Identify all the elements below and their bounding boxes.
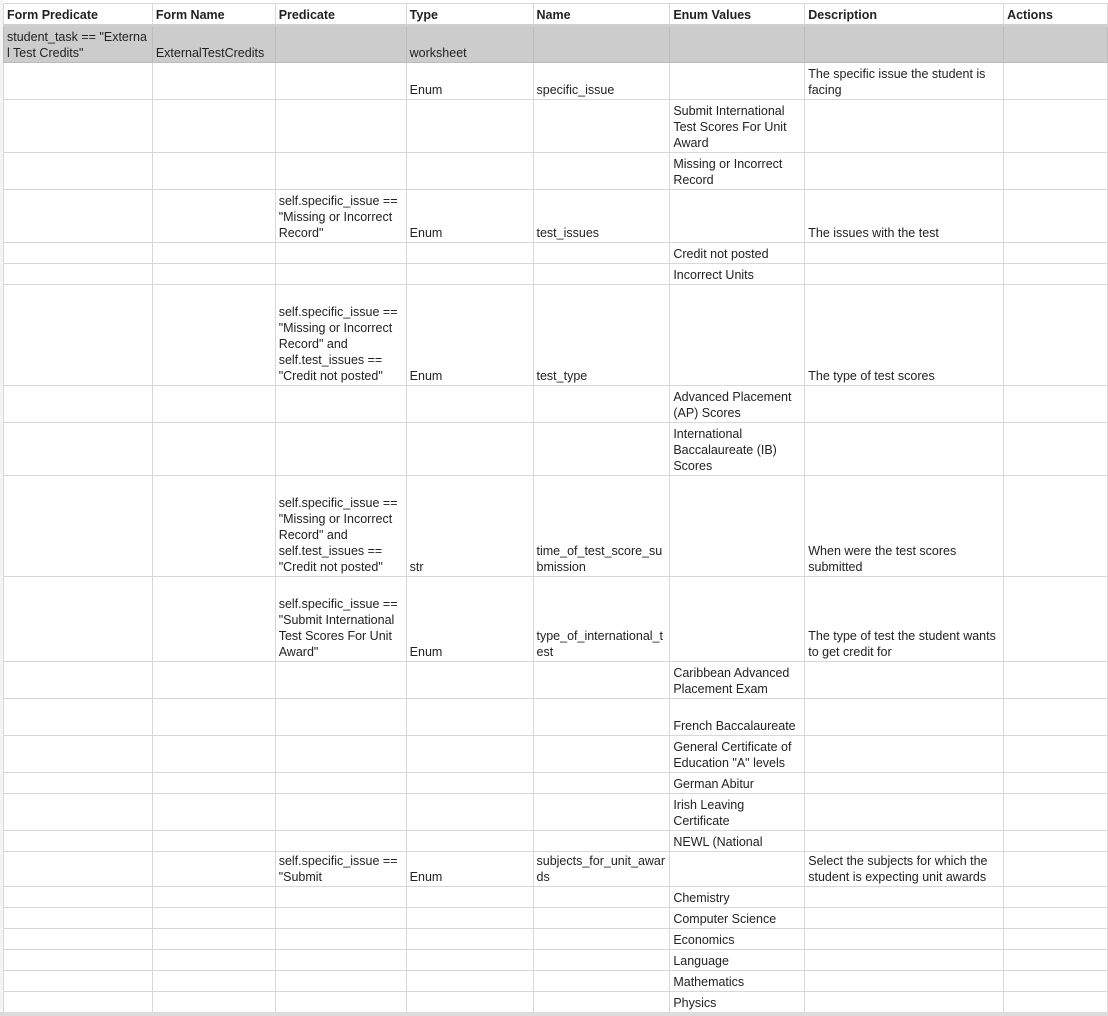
cell-name[interactable] [533,662,670,699]
table-row [4,153,1108,190]
cell-enum-values[interactable]: Physics [670,992,805,1013]
table-row [4,852,1108,887]
cell-predicate[interactable] [275,831,406,852]
cell-form-predicate[interactable]: student_task == "External Test Credits" [4,26,153,63]
cell-form-predicate[interactable] [4,794,153,831]
cell-name[interactable] [533,992,670,1013]
cell-predicate[interactable] [275,662,406,699]
cell-name[interactable] [533,736,670,773]
cell-name[interactable] [533,386,670,423]
cell-form-predicate[interactable] [4,950,153,971]
cell-enum-values[interactable]: Language [670,950,805,971]
cell-form-predicate[interactable] [4,699,153,736]
cell-type[interactable] [406,908,533,929]
cell-actions[interactable] [1004,26,1108,63]
table-row [4,100,1108,153]
cell-description[interactable] [805,831,1004,852]
cell-description[interactable] [805,26,1004,63]
table-row [4,992,1108,1013]
cell-actions[interactable] [1004,699,1108,736]
table-row [4,386,1108,423]
table-row [4,190,1108,243]
cell-form-name[interactable] [152,190,275,243]
cell-description[interactable] [805,736,1004,773]
cell-type[interactable]: worksheet [406,26,533,63]
cell-form-name[interactable] [152,386,275,423]
cell-predicate[interactable] [275,773,406,794]
header-row [4,4,1108,26]
cell-enum-values[interactable]: International Baccalaureate (IB) Scores [670,423,805,476]
cell-predicate[interactable] [275,908,406,929]
cell-description[interactable] [805,773,1004,794]
cell-actions[interactable] [1004,773,1108,794]
cell-form-name[interactable] [152,662,275,699]
table-row [4,929,1108,950]
cell-name[interactable]: test_issues [533,190,670,243]
cell-name[interactable] [533,929,670,950]
cell-name[interactable] [533,971,670,992]
cell-actions[interactable] [1004,929,1108,950]
cell-actions[interactable] [1004,423,1108,476]
cell-enum-values[interactable]: French Baccalaureate [670,699,805,736]
header-actions[interactable]: Actions [1004,4,1108,26]
cell-type[interactable] [406,929,533,950]
cell-predicate[interactable] [275,386,406,423]
cell-enum-values[interactable]: Incorrect Units [670,264,805,285]
table-row [4,831,1108,852]
cell-type[interactable]: Enum [406,852,533,887]
cell-name[interactable] [533,950,670,971]
cell-form-predicate[interactable] [4,423,153,476]
cell-form-predicate[interactable] [4,773,153,794]
cell-enum-values[interactable]: Advanced Placement (AP) Scores [670,386,805,423]
cell-type[interactable] [406,423,533,476]
header-enum-values[interactable]: Enum Values [670,4,805,26]
cell-form-name[interactable] [152,908,275,929]
cell-type[interactable] [406,992,533,1013]
cell-form-predicate[interactable] [4,63,153,100]
cell-predicate[interactable] [275,794,406,831]
cell-name[interactable] [533,423,670,476]
cell-description[interactable] [805,887,1004,908]
table-row [4,63,1108,100]
table-row [4,243,1108,264]
cell-form-predicate[interactable] [4,100,153,153]
cell-description[interactable]: When were the test scores submitted [805,476,1004,577]
cell-form-name[interactable] [152,852,275,887]
table-row [4,285,1108,386]
cell-form-name[interactable] [152,887,275,908]
cell-enum-values[interactable]: German Abitur [670,773,805,794]
cell-enum-values[interactable]: Missing or Incorrect Record [670,153,805,190]
cell-predicate[interactable] [275,887,406,908]
cell-type[interactable] [406,243,533,264]
cell-actions[interactable] [1004,887,1108,908]
cell-enum-values[interactable] [670,63,805,100]
table-row [4,577,1108,662]
cell-form-name[interactable] [152,153,275,190]
cell-predicate[interactable] [275,26,406,63]
cell-actions[interactable] [1004,577,1108,662]
cell-name[interactable] [533,908,670,929]
header-form-predicate[interactable]: Form Predicate [4,4,153,26]
cell-name[interactable]: specific_issue [533,63,670,100]
cell-form-predicate[interactable] [4,736,153,773]
cell-type[interactable]: str [406,476,533,577]
cell-form-predicate[interactable] [4,831,153,852]
cell-form-predicate[interactable] [4,264,153,285]
cell-enum-values[interactable] [670,577,805,662]
header-name[interactable]: Name [533,4,670,26]
cell-form-name[interactable] [152,831,275,852]
cell-form-predicate[interactable] [4,577,153,662]
cell-type[interactable] [406,794,533,831]
cell-name[interactable] [533,243,670,264]
form-definition-table [3,3,1108,1013]
cell-actions[interactable] [1004,100,1108,153]
cell-predicate[interactable] [275,950,406,971]
cell-form-predicate[interactable] [4,386,153,423]
cell-actions[interactable] [1004,992,1108,1013]
cell-type[interactable]: Enum [406,577,533,662]
cell-name[interactable]: time_of_test_score_submission [533,476,670,577]
cell-enum-values[interactable]: Computer Science [670,908,805,929]
cell-type[interactable] [406,950,533,971]
cell-actions[interactable] [1004,264,1108,285]
cell-actions[interactable] [1004,153,1108,190]
cell-description[interactable]: The type of test scores [805,285,1004,386]
cell-type[interactable]: Enum [406,285,533,386]
cell-actions[interactable] [1004,285,1108,386]
cell-type[interactable] [406,386,533,423]
cell-actions[interactable] [1004,908,1108,929]
cell-enum-values[interactable] [670,190,805,243]
cell-actions[interactable] [1004,794,1108,831]
cell-form-name[interactable] [152,100,275,153]
cell-type[interactable] [406,773,533,794]
cell-predicate[interactable] [275,153,406,190]
cell-form-name[interactable]: ExternalTestCredits [152,26,275,63]
cell-form-name[interactable] [152,950,275,971]
cell-form-predicate[interactable] [4,908,153,929]
cell-description[interactable] [805,929,1004,950]
table-row [4,264,1108,285]
cell-predicate[interactable] [275,100,406,153]
cell-form-predicate[interactable] [4,662,153,699]
cell-enum-values[interactable]: Mathematics [670,971,805,992]
cell-description[interactable] [805,423,1004,476]
cell-predicate[interactable] [275,971,406,992]
cell-predicate[interactable] [275,243,406,264]
table-row [4,423,1108,476]
cell-enum-values[interactable]: Submit International Test Scores For Unit Award [670,100,805,153]
table-row [4,736,1108,773]
cell-name[interactable] [533,264,670,285]
cell-name[interactable] [533,773,670,794]
cell-actions[interactable] [1004,971,1108,992]
table-row [4,971,1108,992]
cell-enum-values[interactable]: Caribbean Advanced Placement Exam [670,662,805,699]
cell-form-predicate[interactable] [4,852,153,887]
cell-form-name[interactable] [152,243,275,264]
cell-predicate[interactable]: self.specific_issue == "Submit International Test Scores For Unit Award" [275,577,406,662]
cell-form-predicate[interactable] [4,476,153,577]
cell-form-name[interactable] [152,285,275,386]
cell-enum-values[interactable]: General Certificate of Education "A" levels [670,736,805,773]
spreadsheet [3,3,1108,1013]
table-row [4,950,1108,971]
cell-description[interactable] [805,794,1004,831]
table-row [4,662,1108,699]
cell-predicate[interactable] [275,992,406,1013]
cell-description[interactable]: The issues with the test [805,190,1004,243]
cell-name[interactable] [533,26,670,63]
cell-form-name[interactable] [152,773,275,794]
cell-name[interactable]: type_of_international_test [533,577,670,662]
cell-form-predicate[interactable] [4,243,153,264]
cell-description[interactable]: The type of test the student wants to get credit for [805,577,1004,662]
cell-actions[interactable] [1004,950,1108,971]
table-row [4,699,1108,736]
cell-type[interactable] [406,971,533,992]
cell-description[interactable] [805,264,1004,285]
cell-description[interactable] [805,386,1004,423]
cell-form-name[interactable] [152,423,275,476]
cell-enum-values[interactable]: Economics [670,929,805,950]
cell-actions[interactable] [1004,662,1108,699]
cell-enum-values[interactable]: Credit not posted [670,243,805,264]
header-predicate[interactable]: Predicate [275,4,406,26]
cell-type[interactable] [406,699,533,736]
cell-predicate[interactable] [275,929,406,950]
cell-form-name[interactable] [152,971,275,992]
header-description[interactable]: Description [805,4,1004,26]
cell-form-predicate[interactable] [4,153,153,190]
cell-actions[interactable] [1004,190,1108,243]
cell-form-name[interactable] [152,929,275,950]
table-row [4,476,1108,577]
cell-form-predicate[interactable] [4,971,153,992]
cell-type[interactable] [406,100,533,153]
cell-form-name[interactable] [152,794,275,831]
cell-form-name[interactable] [152,63,275,100]
cell-description[interactable] [805,243,1004,264]
cell-name[interactable] [533,153,670,190]
cell-predicate[interactable] [275,736,406,773]
cell-actions[interactable] [1004,63,1108,100]
cell-actions[interactable] [1004,476,1108,577]
cell-form-predicate[interactable] [4,190,153,243]
cell-type[interactable] [406,153,533,190]
header-type[interactable]: Type [406,4,533,26]
header-form-name[interactable]: Form Name [152,4,275,26]
table-row [4,794,1108,831]
cell-actions[interactable] [1004,736,1108,773]
cell-form-name[interactable] [152,577,275,662]
cell-form-name[interactable] [152,736,275,773]
cell-type[interactable] [406,264,533,285]
cell-actions[interactable] [1004,852,1108,887]
cell-description[interactable]: Select the subjects for which the student is expecting unit awards [805,852,1004,887]
table-row [4,887,1108,908]
cell-actions[interactable] [1004,831,1108,852]
cell-enum-values[interactable]: Chemistry [670,887,805,908]
cell-predicate[interactable]: self.specific_issue == "Submit [275,852,406,887]
cell-description[interactable] [805,950,1004,971]
cell-predicate[interactable]: self.specific_issue == "Missing or Incorrect Record" [275,190,406,243]
table-row [4,773,1108,794]
cell-predicate[interactable]: self.specific_issue == "Missing or Incorrect Record" and self.test_issues == "Credit not posted" [275,476,406,577]
cell-enum-values[interactable] [670,285,805,386]
cell-form-name[interactable] [152,476,275,577]
cell-description[interactable] [805,971,1004,992]
cell-description[interactable] [805,153,1004,190]
cell-form-predicate[interactable] [4,992,153,1013]
cell-form-name[interactable] [152,992,275,1013]
cell-type[interactable] [406,736,533,773]
cell-description[interactable] [805,100,1004,153]
cell-predicate[interactable] [275,699,406,736]
cell-name[interactable] [533,794,670,831]
cell-form-name[interactable] [152,699,275,736]
cell-type[interactable] [406,831,533,852]
cell-type[interactable]: Enum [406,63,533,100]
cell-form-name[interactable] [152,264,275,285]
cell-type[interactable] [406,887,533,908]
cell-predicate[interactable] [275,63,406,100]
cell-name[interactable] [533,699,670,736]
cell-name[interactable]: subjects_for_unit_awards [533,852,670,887]
cell-predicate[interactable]: self.specific_issue == "Missing or Incorrect Record" and self.test_issues == "Credit not posted" [275,285,406,386]
cell-form-predicate[interactable] [4,887,153,908]
cell-form-predicate[interactable] [4,285,153,386]
cell-enum-values[interactable] [670,852,805,887]
cell-name[interactable] [533,887,670,908]
table-row [4,908,1108,929]
cell-description[interactable] [805,662,1004,699]
cell-enum-values[interactable] [670,26,805,63]
cell-form-predicate[interactable] [4,929,153,950]
cell-description[interactable] [805,992,1004,1013]
cell-predicate[interactable] [275,264,406,285]
cell-description[interactable] [805,699,1004,736]
cell-enum-values[interactable]: Irish Leaving Certificate [670,794,805,831]
cell-description[interactable] [805,908,1004,929]
cell-actions[interactable] [1004,386,1108,423]
cell-enum-values[interactable]: NEWL (National [670,831,805,852]
cell-description[interactable]: The specific issue the student is facing [805,63,1004,100]
cell-actions[interactable] [1004,243,1108,264]
cell-type[interactable] [406,662,533,699]
cell-predicate[interactable] [275,423,406,476]
cell-type[interactable]: Enum [406,190,533,243]
horizontal-scrollbar[interactable] [0,1012,1108,1016]
table-row [4,26,1108,63]
cell-enum-values[interactable] [670,476,805,577]
cell-name[interactable] [533,831,670,852]
table-body [4,26,1108,1013]
cell-name[interactable] [533,100,670,153]
cell-name[interactable]: test_type [533,285,670,386]
